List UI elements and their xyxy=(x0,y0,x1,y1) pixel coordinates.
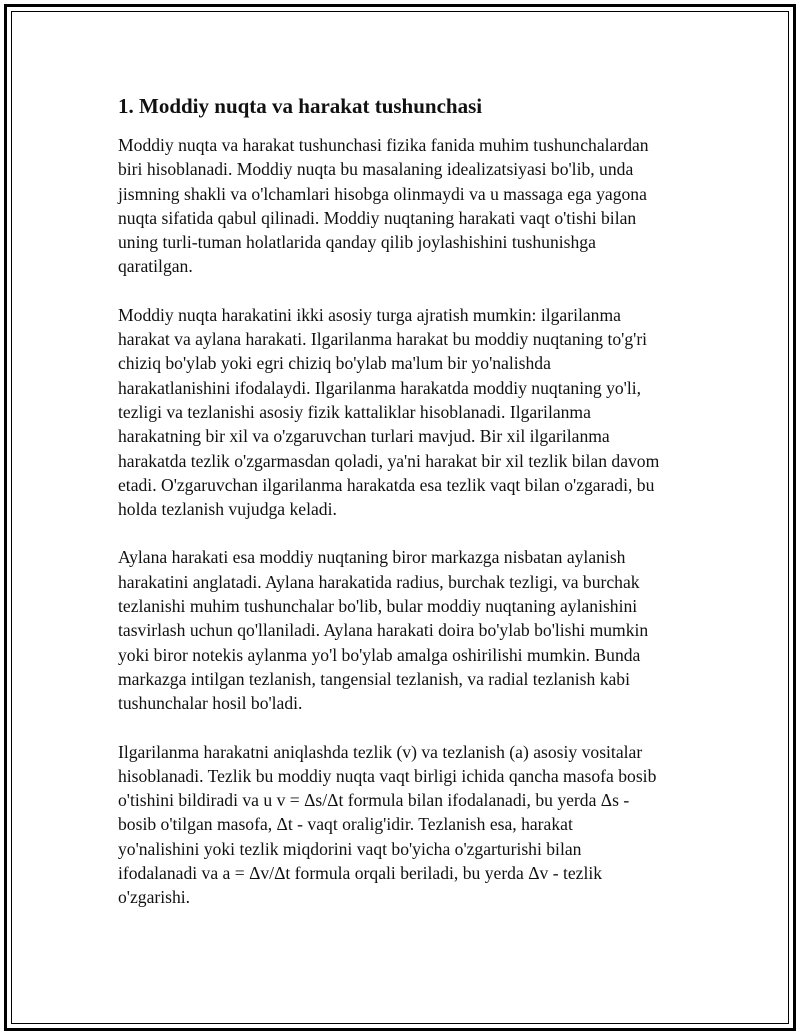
paragraph-intro: Moddiy nuqta va harakat tushunchasi fizika fanida muhim tushunchalardan biri hisoblanadi. Moddiy nuqta bu masalaning idealizatsiyasi bo'lib, unda jismning shakli va o'lchamlari hisobga olinmaydi va u massaga ega yagona nuqta sifatida qabul qilinadi. Moddiy nuqtaning harakati vaqt o'tishi bilan uning turli-tuman holatlarida qanday qilib joylashishini tushunishga qaratilgan. xyxy=(118,135,649,277)
paragraph-velocity-acceleration: Ilgarilanma harakatni aniqlashda tezlik (v) va tezlanish (a) asosiy vositalar hisoblanadi. Tezlik bu moddiy nuqta vaqt birligi ichida qancha masofa bosib o'tishini bildiradi va u v = Δs/Δt formula bilan ifodalanadi, bu yerda Δs - bosib o'tilgan masofa, Δt - vaqt oralig'idir. Tezlanish esa, harakat yo'nalishini yoki tezlik miqdorini vaqt bo'yicha o'zgarturishi bilan ifodalanadi va a = Δv/Δt formula orqali beriladi, bu yerda Δv - tezlik o'zgarishi. xyxy=(118,741,657,908)
paragraph-circular-motion: Aylana harakati esa moddiy nuqtaning biror markazga nisbatan aylanish harakatini anglatadi. Aylana harakatida radius, burchak tezligi, va burchak tezlanishi muhim tushunchalar bo'lib, bular moddiy nuqtaning aylanishini tasvirlash uchun qo'llaniladi. Aylana harakati doira bo'ylab bo'lishi mumkin yoki biror notekis aylanma yo'l bo'ylab amalga oshirilishi mumkin. Bunda markazga intilgan tezlanish, tangensial tezlanish, va radial tezlanish kabi tushunchalar hosil bo'ladi. xyxy=(118,547,649,714)
document-body xyxy=(118,92,690,934)
section-heading: 1. Moddiy nuqta va harakat tushunchasi xyxy=(118,94,483,118)
paragraph-translational-motion: Moddiy nuqta harakatini ikki asosiy turga ajratish mumkin: ilgarilanma harakat va aylana harakati. Ilgarilanma harakat bu moddiy nuqtaning to'g'ri chiziq bo'ylab yoki egri chiziq bo'ylab ma'lum bir yo'nalishda harakatlanishini ifodalaydi. Ilgarilanma harakatda moddiy nuqtaning yo'li, tezligi va tezlanishi asosiy fizik kattaliklar hisoblanadi. Ilgarilanma harakatning bir xil va o'zgaruvchan turlari mavjud. Bir xil ilgarilanma harakatda tezlik o'zgarmasdan qoladi, ya'ni harakat bir xil tezlik bilan davom etadi. O'zgaruvchan ilgarilanma harakatda esa tezlik vaqt bilan o'zgaradi, bu holda tezlanish vujudga keladi. xyxy=(118,304,660,520)
